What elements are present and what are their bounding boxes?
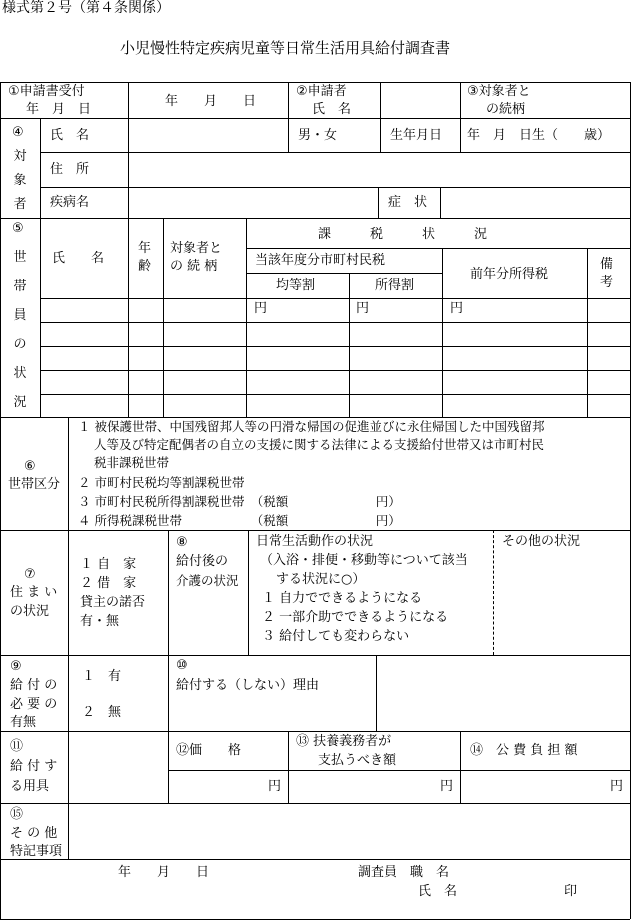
applicant-label: ②申請者 — [296, 84, 347, 99]
address-label: 住 所 — [50, 162, 90, 177]
public-expense-label: ⑭ 公 費 負 担 額 — [470, 743, 578, 758]
necessity-yes-option[interactable]: １ 有 — [82, 669, 122, 684]
birth-date-field[interactable]: 年 月 日生（ 歳） — [467, 128, 611, 143]
category-option-2[interactable]: ２ 市町村民税均等割課税世帯 — [78, 475, 245, 490]
yen-unit: 円 — [254, 301, 268, 316]
yen-unit: 円 — [356, 301, 370, 316]
category-option-3[interactable]: ３ 市町村民税所得割課税世帯 （税額 円） — [78, 494, 401, 509]
necessity-label-3: 有無 — [10, 715, 37, 730]
form-number: 様式第２号（第４条関係） — [2, 0, 170, 16]
care-label-2: 介護の状況 — [176, 573, 239, 588]
gender-option[interactable]: 男・女 — [298, 128, 338, 143]
symptom-label: 症 状 — [388, 195, 428, 210]
necessity-label: 給 付 の — [10, 678, 58, 693]
reason-number: ⑩ — [176, 658, 188, 673]
receipt-date-label: 年 月 日 — [26, 102, 92, 117]
subject-side-label: 対 象 者 — [13, 149, 27, 212]
daily-living-note-2: する状況に○） — [276, 572, 366, 587]
category-number: ⑥ — [24, 459, 36, 474]
daily-option-1[interactable]: １ 自力でできるようになる — [262, 591, 423, 606]
other-notes-label-2: 特記事項 — [10, 844, 63, 859]
equipment-number: ⑪ — [10, 739, 24, 754]
municipal-tax-header: 当該年度分市町村民税 — [255, 253, 386, 268]
category-option-1-line2: 人等及び特定配偶者の自立の支援に関する法律による支援給付世帯又は市町村民 — [94, 437, 545, 452]
age-header: 年 — [138, 241, 152, 256]
equipment-label: 給 付 す — [10, 759, 58, 774]
housing-label: 住 ま い — [10, 585, 58, 600]
survey-date-field[interactable]: 年 月 日 — [118, 865, 210, 880]
receipt-date-field[interactable]: 年 月 日 — [165, 94, 257, 109]
yen-unit: 円 — [268, 779, 282, 794]
relation-label-2: の続柄 — [486, 102, 526, 117]
prev-income-tax-header: 前年分所得税 — [470, 267, 549, 282]
income-levy-header: 所得割 — [375, 278, 415, 293]
applicant-name-label: 氏 名 — [312, 102, 352, 117]
category-label: 世帯区分 — [8, 477, 61, 492]
category-option-4[interactable]: ４ 所得税課税世帯 （税額 円） — [78, 513, 401, 528]
remarks-header-2: 考 — [600, 275, 614, 290]
relation-header-2: の 続 柄 — [170, 259, 218, 274]
necessity-number: ⑨ — [10, 659, 22, 674]
necessity-no-option[interactable]: ２ 無 — [82, 705, 122, 720]
daily-living-title: 日常生活動作の状況 — [256, 534, 374, 549]
birth-date-label: 生年月日 — [390, 128, 443, 143]
per-capita-tax-header: 均等割 — [276, 278, 316, 293]
other-status-label: その他の状況 — [502, 534, 581, 549]
yen-unit: 円 — [440, 779, 454, 794]
inspector-name-label: 氏 名 — [418, 884, 458, 899]
age-header-2: 齢 — [138, 259, 152, 274]
daily-option-3[interactable]: ３ 給付しても変わらない — [262, 629, 410, 644]
equipment-label-2: る用具 — [10, 779, 50, 794]
other-notes-label: そ の 他 — [10, 826, 58, 841]
daily-living-note: （入浴・排便・移動等について該当 — [260, 553, 468, 568]
care-number: ⑧ — [176, 535, 188, 550]
reason-label: 給付する（しない）理由 — [176, 678, 320, 693]
other-notes-number: ⑮ — [10, 807, 24, 822]
remarks-header: 備 — [600, 257, 614, 272]
inspector-title-label: 調査員 職 名 — [358, 865, 450, 880]
page-title: 小児慢性特定疾病児童等日常生活用具給付調査書 — [120, 39, 451, 57]
receipt-label: ①申請書受付 — [8, 84, 85, 99]
household-side-label: 世 帯 員 の 状 況 — [13, 250, 27, 410]
tax-status-header: 課 税 状 況 — [318, 227, 488, 242]
category-option-1[interactable]: １ 被保護世帯、中国残留邦人等の円滑な帰国の促進並びに永住帰国した中国残留邦 — [78, 419, 545, 434]
rental-option[interactable]: ２ 借 家 — [80, 576, 137, 591]
relation-label: ③対象者と — [467, 84, 531, 99]
household-name-header: 氏 名 — [52, 251, 105, 266]
relation-header: 対象者と — [170, 241, 223, 256]
category-option-1-line3: 税非課税世帯 — [94, 455, 170, 470]
daily-option-2[interactable]: ２ 一部介助でできるようになる — [262, 610, 449, 625]
support-amount-label: ⑬ 扶養義務者が — [296, 734, 392, 749]
housing-label-2: の状況 — [10, 604, 50, 619]
yen-unit: 円 — [610, 779, 624, 794]
price-label: ⑫価 格 — [176, 743, 242, 758]
landlord-consent-label: 貸主の諾否 — [80, 595, 146, 610]
yen-unit: 円 — [450, 301, 464, 316]
own-house-option[interactable]: １ 自 家 — [80, 557, 137, 572]
support-amount-label-2: 支払うべき額 — [318, 753, 397, 768]
subject-name-label: 氏 名 — [50, 128, 90, 143]
household-number: ⑤ — [12, 221, 24, 236]
housing-number: ⑦ — [24, 567, 36, 582]
landlord-consent-option[interactable]: 有・無 — [80, 614, 120, 629]
seal-mark: 印 — [564, 884, 578, 899]
care-label: 給付後の — [176, 554, 229, 569]
disease-label: 疾病名 — [50, 195, 90, 210]
subject-number: ④ — [12, 125, 24, 140]
applicant-name-field[interactable] — [380, 82, 381, 118]
necessity-label-2: 必 要 の — [10, 697, 58, 712]
